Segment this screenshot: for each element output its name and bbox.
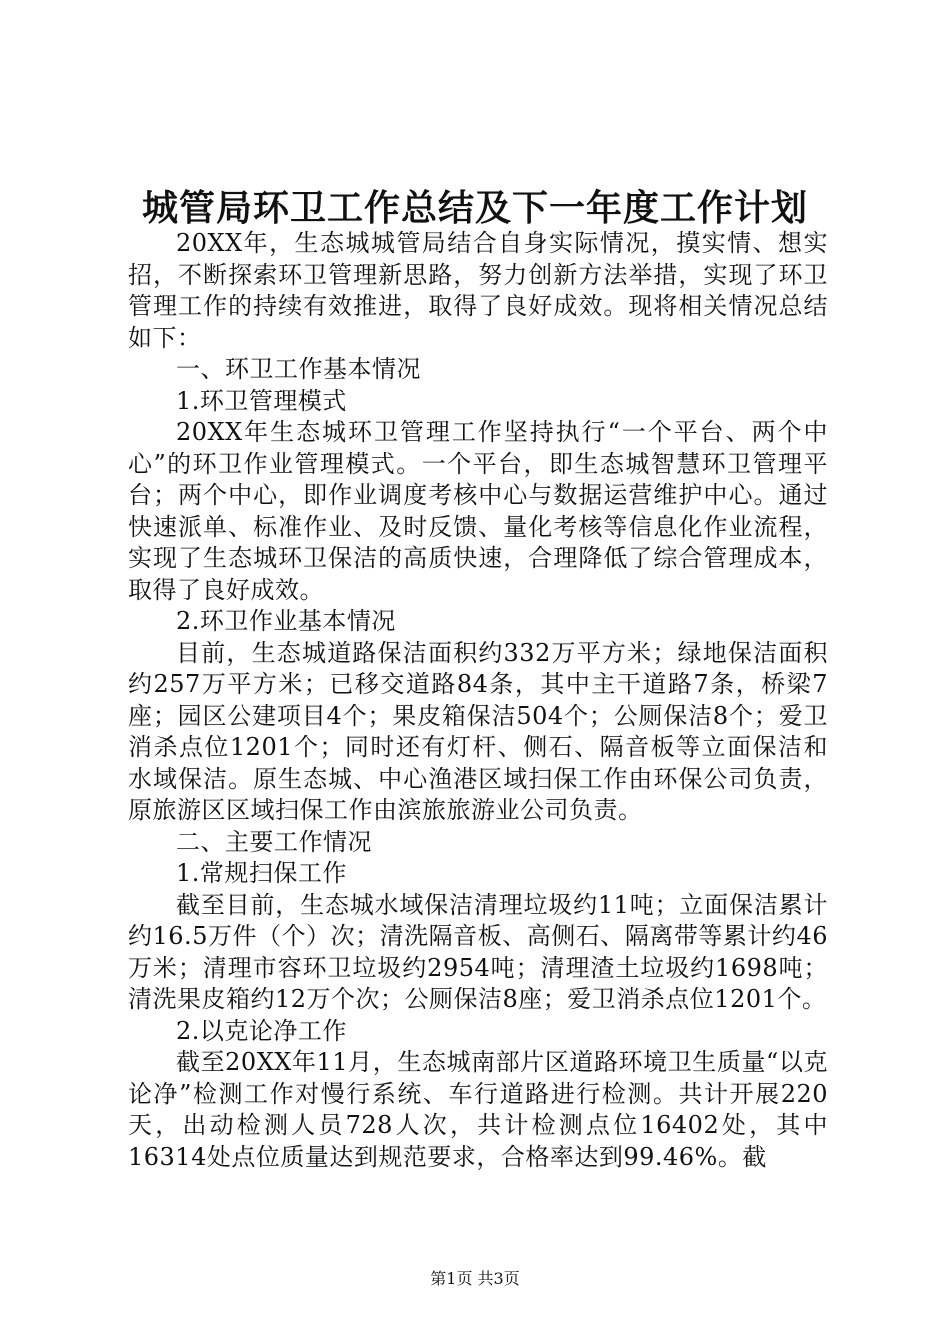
heading-section-1: 一、环卫工作基本情况 <box>176 355 421 383</box>
subheading-1-1: 1.环卫管理模式 <box>176 386 347 415</box>
paragraph-routine-cleaning: 截至目前，生态城水域保洁清理垃圾约11吨；立面保洁累计约16.5万件（个）次；清洗隔音板、高侧石、隔离带等累计约46万米；清理市容环卫垃圾约2954吨；清理渣土垃圾约1698吨；清洗果皮箱约12万个次；公厕保洁8座；爱卫消杀点位1201个。 <box>128 890 828 1013</box>
document-body <box>128 228 828 1173</box>
paragraph-management-mode: 20XX年生态城环卫管理工作坚持执行“一个平台、两个中心”的环卫作业管理模式。一个平台，即生态城智慧环卫管理平台；两个中心，即作业调度考核中心与数据运营维护中心。通过快速派单、标准作业、及时反馈、量化考核等信息化作业流程，实现了生态城环卫保洁的高质快速，合理降低了综合管理成本，取得了良好成效。 <box>128 418 828 604</box>
paragraph-gram-standard: 截至20XX年11月，生态城南部片区道路环境卫生质量“以克论净”检测工作对慢行系统、车行道路进行检测。共计开展220天，出动检测人员728人次，共计检测点位16402处，其中16314处点位质量达到规范要求，合格率达到99.46%。截 <box>128 1048 828 1171</box>
paragraph-intro: 20XX年，生态城城管局结合自身实际情况，摸实情、想实招，不断探索环卫管理新思路，努力创新方法举措，实现了环卫管理工作的持续有效推进，取得了良好成效。现将相关情况总结如下： <box>128 229 828 352</box>
subheading-2-1: 1.常规扫保工作 <box>176 859 347 887</box>
page-number: 第1页 共3页 <box>430 1269 520 1288</box>
paragraph-operation-status: 目前，生态城道路保洁面积约332万平方米；绿地保洁面积约257万平方米；已移交道路84条，其中主干道路7条，桥梁7座；园区公建项目4个；果皮箱保洁504个；公厕保洁8个；爱卫消杀点位1201个；同时还有灯杆、侧石、隔音板等立面保洁和水域保洁。原生态城、中心渔港区域扫保工作由环保公司负责，原旅游区区域扫保工作由滨旅旅游业公司负责。 <box>128 638 828 824</box>
subheading-1-2: 2.环卫作业基本情况 <box>176 607 396 635</box>
heading-section-2: 二、主要工作情况 <box>176 827 372 856</box>
document-title: 城管局环卫工作总结及下一年度工作计划 <box>141 187 808 229</box>
subheading-2-2: 2.以克论净工作 <box>176 1016 347 1045</box>
